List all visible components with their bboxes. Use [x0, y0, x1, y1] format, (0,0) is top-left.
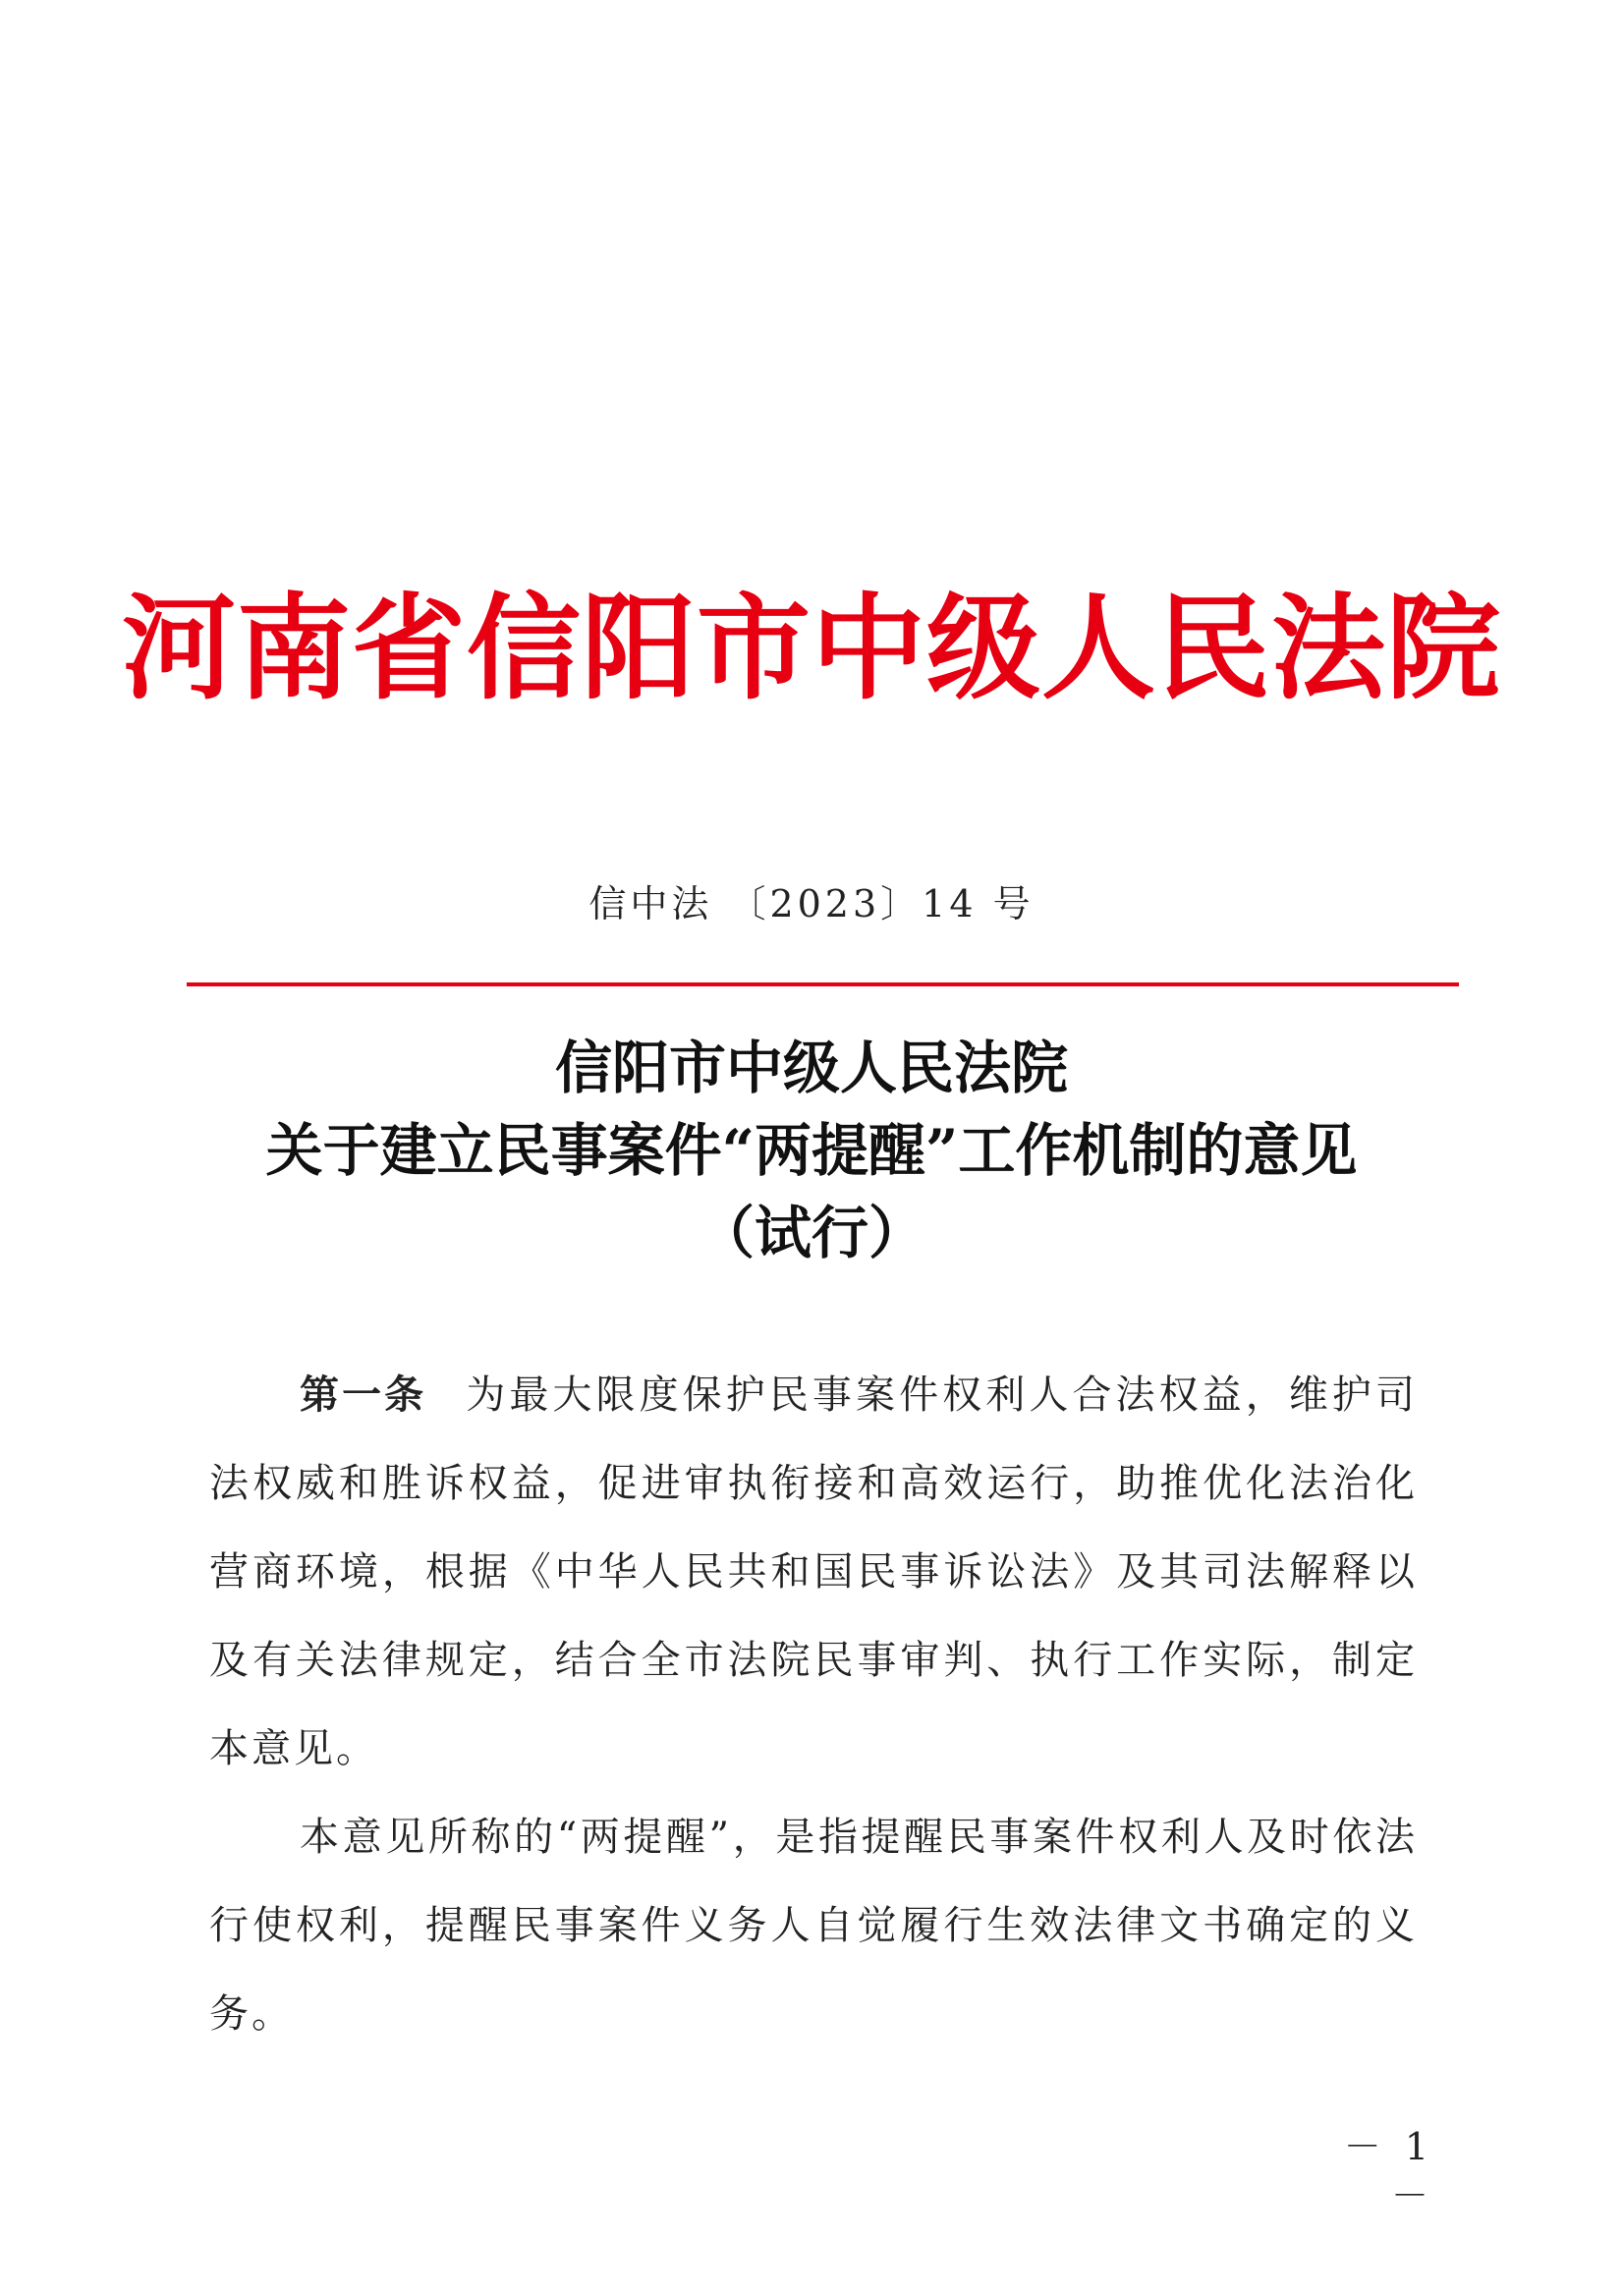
- page-number: － 1 －: [1343, 2125, 1434, 2217]
- paragraph-article-1: [209, 1351, 1418, 1793]
- title-line-2: 关于建立民事案件“两提醒”工作机制的意见: [265, 1117, 1358, 1184]
- paragraph-2: 本意见所称的“两提醒”，是指提醒民事案件权利人及时依法行使权利，提醒民事案件义务人自觉履行生效法律文书确定的义务。: [209, 1815, 1418, 2037]
- issuing-authority-header: 河南省信阳市中级人民法院: [122, 582, 1501, 715]
- article-number: 第一条: [300, 1372, 427, 1418]
- document-body: [209, 1351, 1418, 2058]
- document-title: [0, 1027, 1623, 1274]
- title-line-1: 信阳市中级人民法院: [554, 1035, 1068, 1101]
- red-divider-line: [187, 982, 1459, 986]
- paragraph-1-text: 为最大限度保护民事案件权利人合法权益，维护司法权威和胜诉权益，促进审执衔接和高效运行，助推优化法治化营商环境，根据《中华人民共和国民事诉讼法》及其司法解释以及有关法律规定，结合全市法院民事审判、执行工作实际，制定本意见。: [209, 1372, 1418, 1771]
- title-line-3: （试行）: [697, 1200, 925, 1266]
- document-number: 信中法 〔2023〕14 号: [588, 882, 1035, 925]
